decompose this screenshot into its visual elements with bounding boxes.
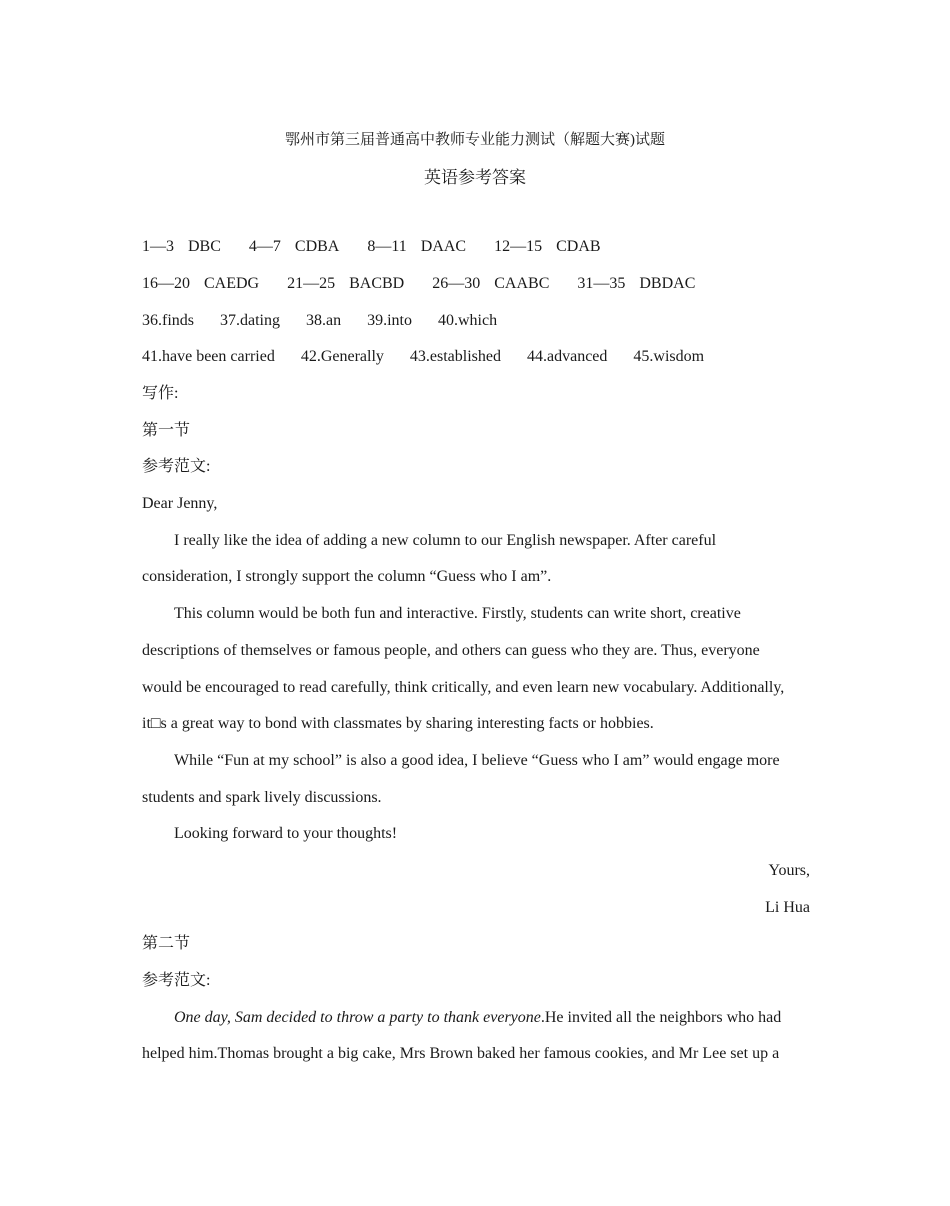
story-continuation: .He invited all the neighbors who had (540, 1009, 782, 1026)
answer-group (142, 274, 259, 294)
answer-row-4 (142, 347, 810, 367)
story-line: helped him.Thomas brought a big cake, Mrs Brown baked her famous cookies, and Mr Lee set up a (142, 1045, 780, 1062)
letter-line: I really like the idea of adding a new column to our English newspaper. After careful (174, 532, 717, 549)
document-subtitle: 英语参考答案 (424, 168, 526, 187)
answer-group (142, 237, 221, 257)
letter-line: students and spark lively discussions. (142, 789, 382, 806)
answer-letters: BACBD (349, 275, 405, 292)
answer-range: 8—11 (367, 238, 407, 255)
answer-group (287, 274, 404, 294)
answer-letters: DBDAC (639, 275, 696, 292)
letter-greeting: Dear Jenny, (142, 495, 218, 512)
section-1-heading: 第一节 (142, 422, 191, 439)
answer-range: 31—35 (577, 275, 626, 292)
letter-line: consideration, I strongly support the column “Guess who I am”. (142, 568, 552, 585)
section-2-sample-label: 参考范文: (142, 972, 211, 989)
answer-group (249, 237, 339, 257)
letter-line: While “Fun at my school” is also a good idea, I believe “Guess who I am” would engage more (174, 752, 780, 769)
answer-group (494, 237, 600, 257)
story-line (142, 1008, 810, 1028)
answer-range: 21—25 (287, 275, 336, 292)
answer-range: 26—30 (432, 275, 481, 292)
answer-item: 42.Generally (300, 348, 384, 365)
answer-letters: CDAB (556, 238, 601, 255)
story-given-sentence: One day, Sam decided to throw a party to thank everyone (174, 1009, 541, 1026)
answer-range: 16—20 (142, 275, 190, 292)
answer-item: 44.advanced (526, 348, 608, 365)
answer-item: 38.an (306, 312, 342, 329)
answer-letters: DAAC (420, 238, 467, 255)
answer-letters: CAABC (494, 275, 550, 292)
answer-item: 37.dating (220, 312, 280, 329)
answer-item: 45.wisdom (633, 348, 705, 365)
answer-range: 4—7 (248, 238, 281, 255)
section-1-sample-label: 参考范文: (142, 458, 211, 475)
letter-line: This column would be both fun and interactive. Firstly, students can write short, creative (174, 605, 741, 622)
answer-group (577, 274, 695, 294)
letter-line: descriptions of themselves or famous people, and others can guess who they are. Thus, everyone (142, 642, 760, 659)
answer-item: 36.finds (142, 312, 194, 329)
answer-range: 12—15 (494, 238, 543, 255)
answer-item: 40.which (438, 312, 498, 329)
writing-label: 写作: (142, 385, 179, 402)
document-title: 鄂州市第三届普通高中教师专业能力测试（解题大赛)试题 (285, 132, 665, 148)
answer-item: 39.into (367, 312, 412, 329)
answer-item: 41.have been carried (142, 348, 275, 365)
answer-row-2 (142, 274, 810, 294)
letter-line: would be encouraged to read carefully, think critically, and even learn new vocabulary. Additionally, (142, 679, 785, 696)
answer-row-1 (142, 237, 810, 257)
answer-range: 1—3 (142, 238, 174, 255)
section-2-heading: 第二节 (142, 935, 191, 952)
answer-letters: DBC (188, 238, 221, 255)
letter-line: it□s a great way to bond with classmates by sharing interesting facts or hobbies. (142, 715, 654, 732)
letter-signature: Li Hua (765, 899, 810, 916)
letter-closing: Yours, (768, 862, 810, 879)
answer-letters: CDBA (294, 238, 340, 255)
answer-group (367, 237, 466, 257)
answer-row-3 (142, 311, 810, 331)
answer-group (432, 274, 549, 294)
answer-item: 43.established (409, 348, 501, 365)
answer-letters: CAEDG (204, 275, 260, 292)
letter-line: Looking forward to your thoughts! (174, 825, 398, 842)
